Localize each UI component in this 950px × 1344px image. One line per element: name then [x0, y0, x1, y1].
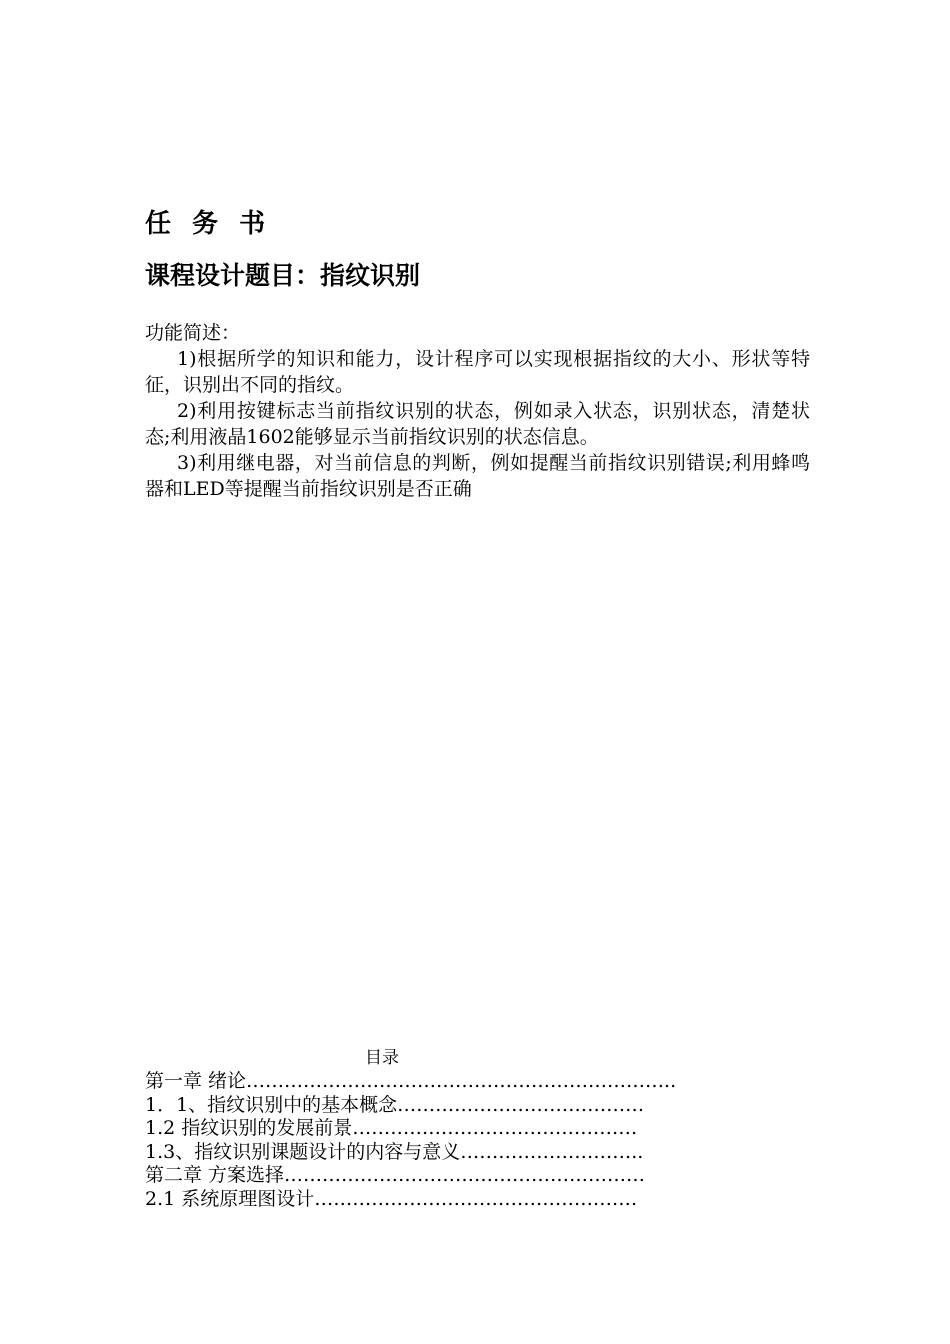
- table-of-contents-heading: 目录: [365, 1048, 399, 1068]
- function-description-label: 功能简述：: [145, 322, 241, 344]
- toc-entry-1-3: 1.3、指纹识别课题设计的内容与意义………………………..: [145, 1140, 644, 1163]
- function-item-2: 2)利用按键标志当前指纹识别的状态，例如录入状态，识别状态，清楚状态;利用液晶1602能够显示当前指纹识别的状态信息。: [145, 400, 810, 448]
- toc-entry-chapter-1: 第一章 绪论…………………………………………………………..: [145, 1070, 677, 1092]
- toc-entry-1-1: 1．1、指纹识别中的基本概念…………………………………: [145, 1093, 645, 1116]
- task-book-title: 任 务 书: [145, 209, 272, 239]
- course-design-title: 课程设计题目：指纹识别: [145, 261, 421, 290]
- toc-entry-2-1: 2.1 系统原理图设计……………………………………………: [145, 1187, 638, 1210]
- function-item-3: 3)利用继电器，对当前信息的判断，例如提醒当前指纹识别错误;利用蜂鸣器和LED等提醒当前指纹识别是否正确: [145, 452, 810, 500]
- table-of-contents: [145, 1070, 745, 1211]
- toc-entry-1-2: 1.2 指纹识别的发展前景………………………………………: [145, 1117, 638, 1139]
- function-description: [145, 320, 810, 502]
- function-item-1: 1)根据所学的知识和能力，设计程序可以实现根据指纹的大小、形状等特征，识别出不同的指纹。: [145, 348, 810, 396]
- toc-entry-chapter-2: 第二章 方案选择…………………………………………………: [145, 1164, 646, 1186]
